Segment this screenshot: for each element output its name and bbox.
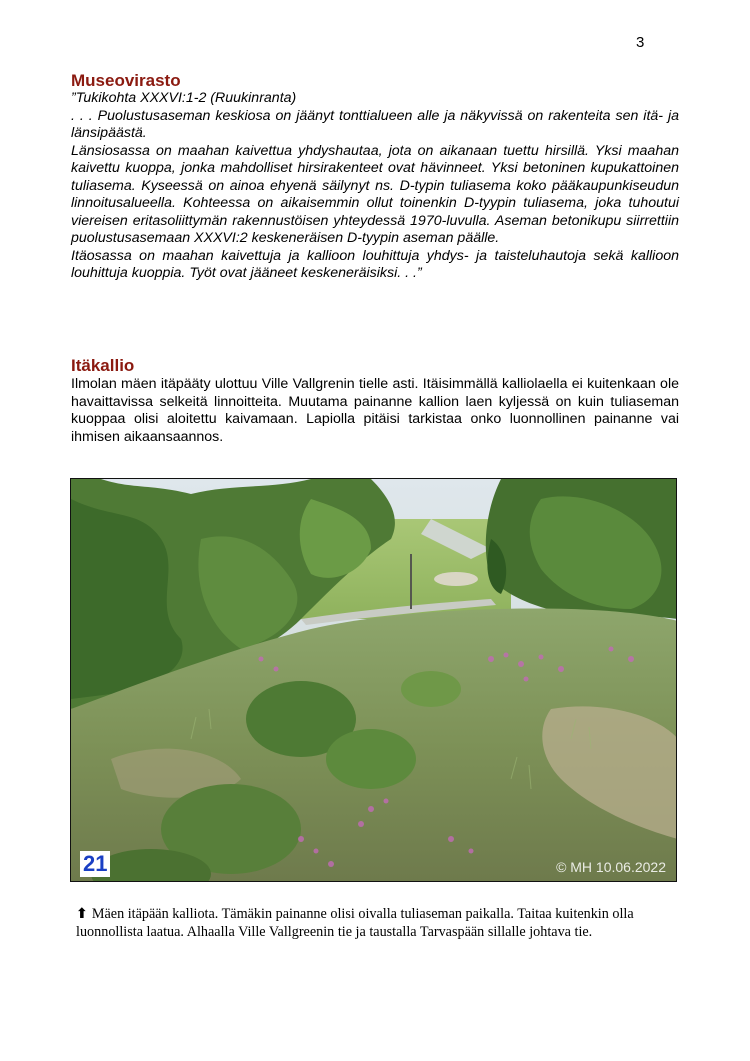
quote-paragraph: Länsiosassa on maahan kaivettua yhdyshautaa, jota on aikanaan tuettu hirsillä. Yksi maahan kaivettu kuoppa, jonka mahdolliset hirsirakenteet ovat hävinneet. Yksi betoninen kupukattoinen tuliasema. Kyseessä on ainoa ehyenä säilynyt ns. D-typin tuliasema koko pääkaupunkiseudun linnoitusalueella. Kohteessa on aikaisemmin ollut toinenkin D-tyypin tuliasema, joka tuhoutui viereisen eritasoliittymän rakennustöisen yhteydessä 1970-luvulla. Aseman betonikupu siirrettiin puolustusasemaan XXXVI:2 keskeneräisen D-tyypin aseman päälle. (71, 142, 679, 246)
landscape-photo (70, 478, 677, 882)
quote-title: ”Tukikohta XXXVI:1-2 (Ruukinranta) (71, 90, 297, 106)
museovirasto-quote (71, 90, 679, 283)
photo-watermark: © MH 10.06.2022 (556, 859, 666, 875)
landscape-photo-illustration (71, 479, 677, 882)
quote-paragraph: . . . Puolustusaseman keskiosa on jäänyt tonttialueen alle ja näkyvissä on rakenteita sen itä- ja länsipäästä. (71, 107, 679, 141)
quote-paragraph: Itäosassa on maahan kaivettuja ja kallioon louhittuja yhdys- ja taisteluhautoja sekä kallioon louhittuja kuoppia. Työt ovat jääneet keskeneräisiksi. . .” (71, 247, 679, 281)
page-number: 3 (636, 34, 645, 51)
itakallio-paragraph: Ilmolan mäen itäpääty ulottuu Ville Vallgrenin tielle asti. Itäisimmällä kalliolaella ei kuitenkaan ole havaittavissa selkeitä linnoitteita. Muutama painanne kallion laen kyljessä on kuin tuliaseman kuoppaa olisi aloitettu kaivamaan. Lapiolla pitäisi tarkistaa onko luonnollinen painanne vai ihmisen aikaansaannos. (71, 376, 679, 445)
arrow-up-icon: ⬆ (76, 906, 88, 922)
section-heading-itakallio: Itäkallio (71, 356, 135, 375)
section-heading-museovirasto: Museovirasto (71, 71, 181, 90)
photo-number-badge: 21 (80, 851, 110, 877)
caption-text: Mäen itäpään kalliota. Tämäkin painanne olisi oivalla tuliaseman paikalla. Taitaa kuitenkin olla luonnollista laatua. Alhaalla Ville Vallgreenin tie ja taustalla Tarvaspään sillalle johtava tie. (76, 906, 634, 940)
photo-caption (76, 905, 680, 941)
